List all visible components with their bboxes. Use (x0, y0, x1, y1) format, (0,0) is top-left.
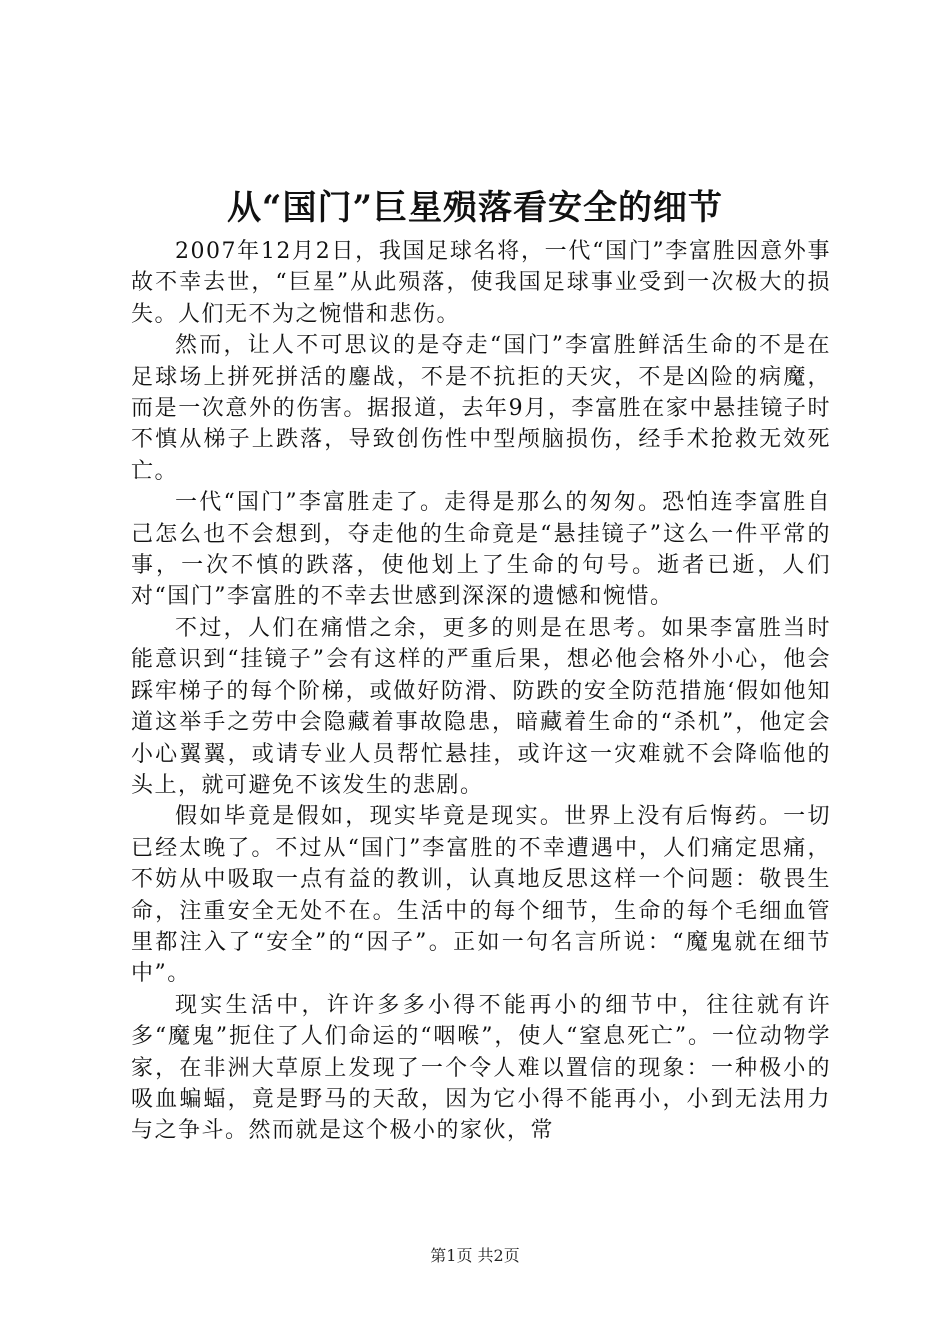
document-body (131, 236, 831, 1147)
paragraph: 一代“国门”李富胜走了。走得是那么的匆匆。恐怕连李富胜自己怎么也不会想到，夺走他的生命竟是“悬挂镜子”这么一件平常的事，一次不慎的跌落，使他划上了生命的句号。逝者已逝，人们对“国门”李富胜的不幸去世感到深深的遗憾和惋惜。 (131, 490, 831, 610)
paragraph: 2007年12月2日，我国足球名将，一代“国门”李富胜因意外事故不幸去世，“巨星”从此殒落，使我国足球事业受到一次极大的损失。人们无不为之惋惜和悲伤。 (131, 239, 831, 327)
document-title: 从“国门”巨星殒落看安全的细节 (226, 188, 724, 228)
paragraph: 然而，让人不可思议的是夺走“国门”李富胜鲜活生命的不是在足球场上拼死拼活的鏖战，不是不抗拒的天灾，不是凶险的病魔，而是一次意外的伤害。据报道，去年9月，李富胜在家中悬挂镜子时不慎从梯子上跌落，导致创伤性中型颅脑损伤，经手术抢救无效死亡。 (131, 333, 831, 484)
page-footer: 第1页 共2页 (430, 1246, 520, 1265)
paragraph: 假如毕竟是假如，现实毕竟是现实。世界上没有后悔药。一切已经太晚了。不过从“国门”李富胜的不幸遭遇中，人们痛定思痛，不妨从中吸取一点有益的教训，认真地反思这样一个问题：敬畏生命，注重安全无处不在。生活中的每个细节，生命的每个毛细血管里都注入了“安全”的“因子”。正如一句名言所说：“魔鬼就在细节中”。 (131, 804, 831, 987)
paragraph: 现实生活中，许许多多小得不能再小的细节中，往往就有许多“魔鬼”扼住了人们命运的“咽喉”，使人“窒息死亡”。一位动物学家，在非洲大草原上发现了一个令人难以置信的现象：一种极小的吸血蝙蝠，竟是野马的天敌，因为它小得不能再小，小到无法用力与之争斗。然而就是这个极小的家伙，常 (131, 992, 832, 1144)
paragraph: 不过，人们在痛惜之余，更多的则是在思考。如果李富胜当时能意识到“挂镜子”会有这样的严重后果，想必他会格外小心，他会踩牢梯子的每个阶梯，或做好防滑、防跌的安全防范措施‘假如他知道这举手之劳中会隐藏着事故隐患，暗藏着生命的“杀机”，他定会小心翼翼，或请专业人员帮忙悬挂，或许这一灾难就不会降临他的头上，就可避免不该发生的悲剧。 (131, 615, 831, 798)
